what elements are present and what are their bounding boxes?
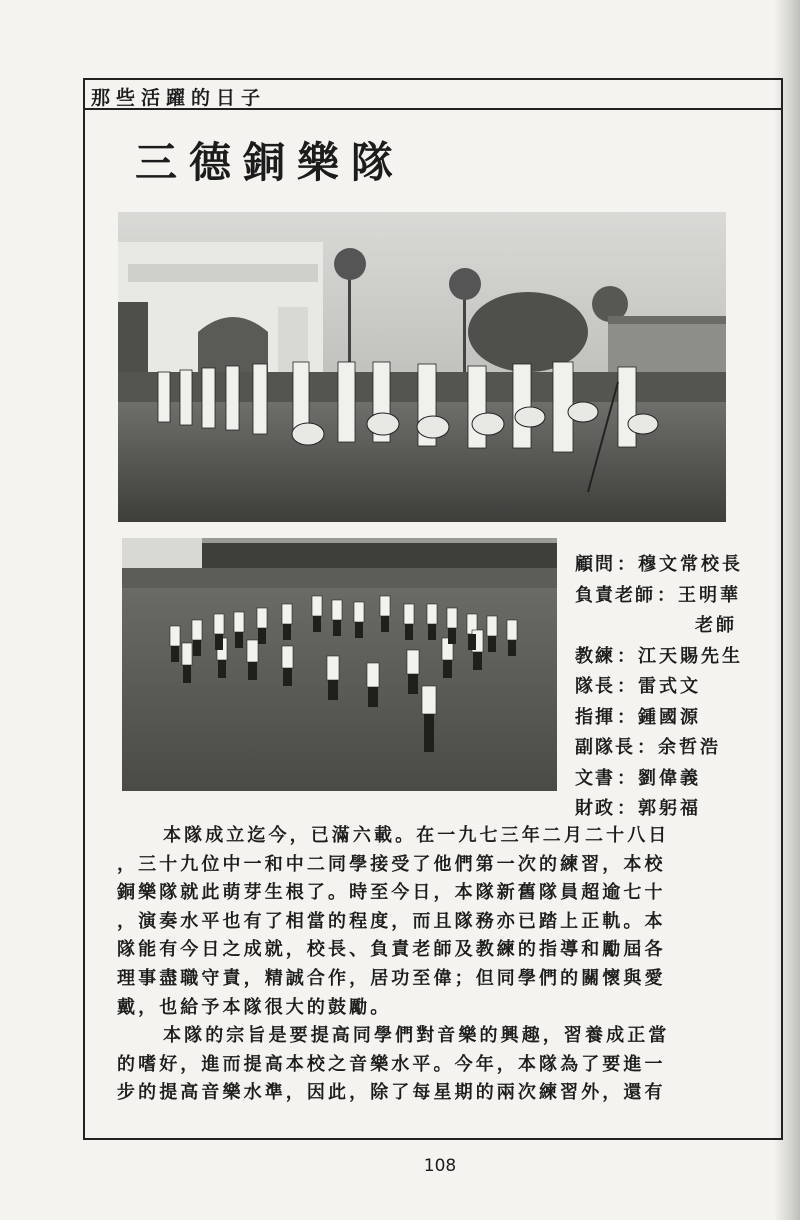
credit-role: 隊長 (575, 676, 615, 697)
credit-role: 文書 (575, 767, 615, 789)
text-line: 本隊的宗旨是要提高同學們對音樂的興趣，習養成正當 (163, 1025, 670, 1047)
credit-captain: 隊長 ： 雷式文 (575, 676, 701, 697)
text-line: 戴，也給予本隊很大的鼓勵。 (117, 996, 392, 1018)
paragraph (117, 822, 765, 1022)
running-title: 那些活躍的日子 (91, 87, 267, 109)
credit-role: 顧問 (575, 554, 615, 575)
text-line: 本隊成立迄今，已滿六載。在一九七三年二月二十八日 (163, 825, 670, 846)
credit-role: 財政 (575, 798, 615, 819)
text-line: 理事盡職守責，精誠合作，居功至偉；但同學們的關懷與愛 (117, 967, 666, 989)
text-line: 銅樂隊就此萌芽生根了。時至今日，本隊新舊隊員超逾七十 (117, 882, 666, 904)
credit-vice-captain: 副隊長 ： 余哲浩 (575, 737, 721, 758)
credit-teacher-continued (575, 611, 785, 642)
credit-name: 鍾國源 (638, 706, 701, 728)
credit-name: 王明華 (678, 584, 741, 606)
credit-name: 余哲浩 (658, 737, 721, 758)
credit-teacher: 負責老師 ： 王明華 (575, 584, 741, 606)
credit-name: 老師 (695, 615, 737, 636)
page-number: 108 (423, 1156, 457, 1176)
credit-role: 教練 (575, 645, 615, 667)
paragraph (117, 1022, 765, 1108)
header-band (85, 80, 781, 110)
credit-role: 副隊長 (575, 737, 635, 758)
text-line: ，演奏水平也有了相當的程度，而且隊務亦已踏上正軌。本 (117, 910, 666, 932)
credit-role: 指揮 (575, 706, 615, 728)
credit-name: 郭躬福 (638, 798, 701, 819)
credit-name: 劉偉義 (638, 767, 701, 789)
credits-list (575, 550, 785, 825)
photo-band-formation (122, 538, 557, 791)
credit-coach: 教練 ： 江天賜先生 (575, 645, 743, 667)
credit-secretary: 文書 ： 劉偉義 (575, 767, 701, 789)
photo-drum-corps (118, 212, 726, 522)
credit-name: 穆文常校長 (638, 554, 743, 575)
credit-name: 雷式文 (638, 676, 701, 697)
article-body (117, 822, 765, 1108)
credit-role: 負責老師 (575, 584, 655, 606)
article-title: 三德銅樂隊 (135, 138, 406, 187)
text-line: 隊能有今日之成就，校長、負責老師及教練的指導和勵屆各 (117, 939, 666, 961)
text-line: 的嗜好，進而提高本校之音樂水平。今年，本隊為了要進一 (117, 1053, 666, 1075)
credit-treasurer: 財政 ： 郭躬福 (575, 798, 701, 819)
credit-name: 江天賜先生 (638, 645, 743, 667)
credit-conductor: 指揮 ： 鍾國源 (575, 706, 701, 728)
text-line: 步的提高音樂水準，因此，除了每星期的兩次練習外，還有 (117, 1082, 666, 1104)
text-line: ，三十九位中一和中二同學接受了他們第一次的練習，本校 (117, 853, 666, 875)
credit-advisor: 顧問 ： 穆文常校長 (575, 554, 743, 575)
